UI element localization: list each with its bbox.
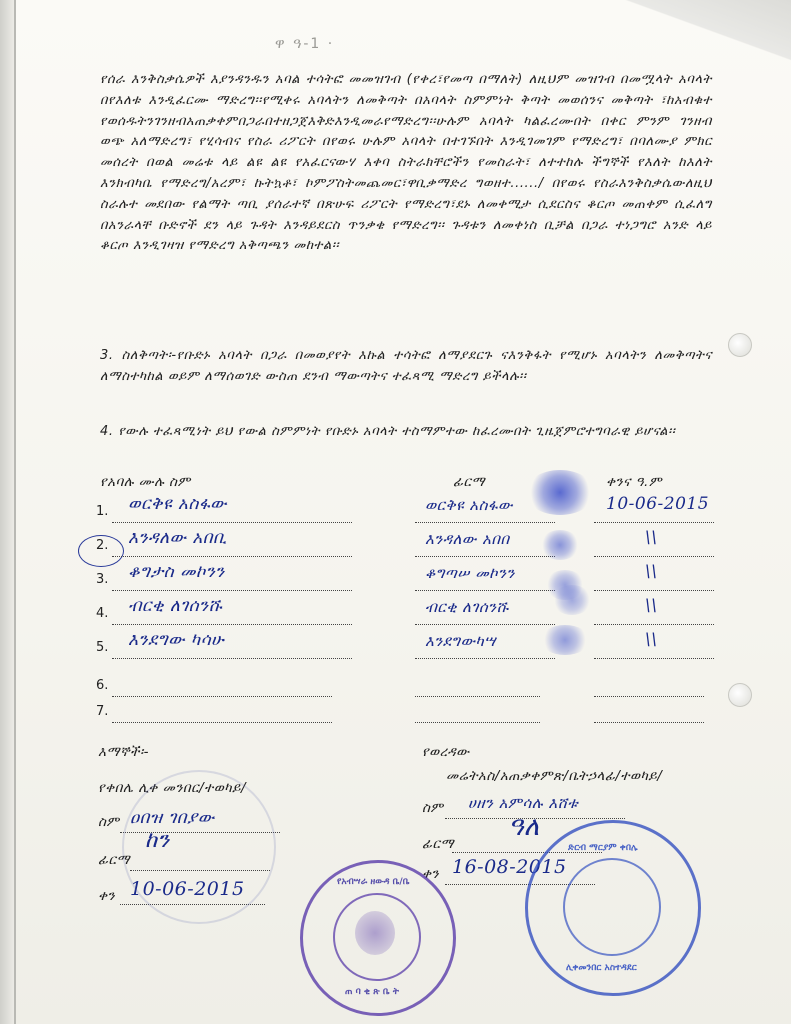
seal-center-text: የአብሣራ ዘውዳ ቤ/ቤ xyxy=(337,877,410,887)
date-line xyxy=(594,624,714,625)
col-header-name: የአባሉ ሙሉ ስም xyxy=(100,474,191,490)
clause-3-paragraph: 3. ስለቅጣት፡-የቡድኑ አባላት በጋራ በመወያየት እኩል ተሳትፎ ለማያደርጉ ናእንቅፋት የሚሆኑ አባላትን ለመቅጣትና ለማስተካከል ወይም ለማሰወገድ ውስጠ ደንብ ማውጣትና ተፈጻሚ ማድረግ ይችላሉ፡፡ xyxy=(100,348,712,384)
member-date-handwriting: \\ xyxy=(645,528,658,548)
seal-right-bottom-text: ሊቀመንበር አስተዳደር xyxy=(566,963,637,973)
seal-right-text: ድርብ ማርያም ቀበሌ xyxy=(568,843,638,853)
row-number: 5. xyxy=(96,640,109,655)
folded-corner xyxy=(621,0,791,70)
member-date-handwriting: 10-06-2015 xyxy=(606,494,710,514)
seal-center-bottom-text: ጠ ባ ቂ ጽ ቤ ት xyxy=(345,987,399,997)
signature-line xyxy=(415,722,540,723)
signature-line xyxy=(415,590,555,591)
name-line xyxy=(112,658,352,659)
member-name-handwriting: ወርቅዩ አስፋው xyxy=(128,494,227,514)
name-line xyxy=(112,624,352,625)
punch-hole-top xyxy=(728,333,752,357)
punch-hole-bottom xyxy=(728,683,752,707)
member-date-handwriting: \\ xyxy=(645,562,658,582)
member-date-handwriting: \\ xyxy=(645,630,658,650)
approver-date-handwriting: 16-08-2015 xyxy=(452,856,567,878)
approver-sign-label: ፊርማ xyxy=(422,836,454,852)
member-name-handwriting: ቆግታስ መኮንን xyxy=(128,562,225,582)
row-number: 3. xyxy=(96,572,109,587)
fingerprint-1 xyxy=(525,470,595,515)
signature-line xyxy=(415,624,555,625)
signature-line xyxy=(415,522,555,523)
col-header-signature: ፊርማ xyxy=(453,474,485,490)
page-marker: ዋ ዓ-1 · xyxy=(275,36,335,52)
seal-emblem-icon xyxy=(355,911,395,955)
date-line xyxy=(594,696,704,697)
signature-line xyxy=(415,658,555,659)
approver-signature: ዓለ xyxy=(508,812,540,842)
date-line xyxy=(594,658,714,659)
date-line xyxy=(594,722,704,723)
approver-name-handwriting: ሀዘን አምሳሉ እሸቱ xyxy=(468,794,579,812)
approver-date-label: ቀን xyxy=(422,866,440,882)
member-signature: ቆግጣሠ መኮንን xyxy=(425,564,515,582)
member-name-handwriting: እንደግው ካሳሁ xyxy=(128,630,225,650)
col-header-date: ቀንና ዓ.ም xyxy=(606,474,662,490)
member-signature: እንደግውካሣ xyxy=(425,632,497,650)
signature-line xyxy=(415,696,540,697)
witness-role: የቀበሌ ሊቀ መንበር/ተወካይ/ xyxy=(98,780,246,796)
row-number: 4. xyxy=(96,606,109,621)
member-signature: እንዳለው አበበ xyxy=(425,530,510,548)
fingerprint-5 xyxy=(540,625,590,655)
faint-stamp-left xyxy=(122,770,276,924)
fingerprint-4 xyxy=(552,585,592,615)
row-number: 2. xyxy=(96,538,109,553)
row-number: 6. xyxy=(96,678,109,693)
member-name-handwriting: እንዳለው አበቢ xyxy=(128,528,227,548)
date-line xyxy=(594,522,714,523)
witness-date-handwriting: 10-06-2015 xyxy=(130,878,245,900)
signature-line xyxy=(415,556,555,557)
page-edge-line xyxy=(14,0,16,1024)
name-line xyxy=(112,522,352,523)
row-number: 7. xyxy=(96,704,109,719)
member-date-handwriting: \\ xyxy=(645,596,658,616)
fingerprint-2 xyxy=(540,530,580,560)
approver-name-label: ስም xyxy=(422,800,444,816)
witness-date-label: ቀን xyxy=(98,888,116,904)
approver-role: መሬትአስ/አጠቃቀምጽ/ቤትኃላፊ/ተወካይ/ xyxy=(446,768,663,784)
date-line xyxy=(594,556,714,557)
name-line xyxy=(112,722,332,723)
date-line xyxy=(594,590,714,591)
row-number: 1. xyxy=(96,504,109,519)
member-signature: ብርቂ ለገሰንሹ xyxy=(425,598,509,616)
clause-2-paragraph: የሰራ እንቅስቃሴዎች እያንዳንዱን አባል ተሳትፎ መመዝገብ (የቀረ፣የመጣ በማለት) ለዚህም መዝገብ በመሟላት አባላት በየእለቱ እንዲፈርሙ ማድረግ፡፡የሚቀሩ አባላትን ለመቅጣት በአባላት ስምምነት ቅጣት መወሰንና መቅጣት ፣ከአብቁተ የወሰዱትንገንዘብአጠቃቀምበጋራበተዘጋጀእቅድእንዲመራየማድረግ፡፡ሁሉም አባላት ካልፈረሙበት በቀር ምንም ገንዘብ ወጭ አለማድረግ፣ የሂሳብና የስራ ሪፖርት በየወሩ ሁሉም አባላት በተገኙበት እንዲገመገም የማድረግ፣ በባለሙያ ምክር መሰረት በወል መሬቱ ላይ ልዩ ልዩ የአፈርናውሃ እቀባ ስትራክቸሮችን የመስራት፣ ለተተከሉ ችግኞች የእለት ከእለት እንክብካቤ የማድረግ/አረም፣ ኩትኳቶ፣ ኮምፖስትመጨመር፣ዋቢቃማድረ ግወዘተ....../ በየወሩ የስራእንቅስቃሴውለዚህ ስራሉተ መደበው የልማት ጣቢ ያሰራተኛ በጽሁፍ ሪፖርት የማድረግ፣ደኑ ለመቀሚታ ሲደርስና ቆርጦ መጠቀም ሲፈለግ በአንራላቸ ቡድኖች ደን ላይ ጉዳት እንዳይደርስ ጥንቃቄ የማድረግ፡፡ ጉዳቱን ለመቀነስ ቢቻል በጋራ ተነጋግሮ አንድ ላይ ቆርጦ እንዲገዛዝ የማድረግ አቅጣጫን መከተል፡፡ xyxy=(100,72,712,254)
witnesses-heading: እማኞች፡- xyxy=(98,744,150,760)
name-line xyxy=(112,556,352,557)
page-edge-shadow xyxy=(0,0,14,1024)
witness-name-label: ስም xyxy=(98,814,120,830)
witness-signature: ከን xyxy=(145,828,170,853)
approver-heading: የወረዳው xyxy=(422,744,470,760)
member-signature: ወርቅዩ አስፋው xyxy=(425,496,513,514)
kebele-seal-right xyxy=(525,820,701,996)
witness-name-handwriting: ዐበዝ ገበያው xyxy=(130,808,215,828)
office-seal-center xyxy=(300,860,456,1016)
name-line xyxy=(112,590,352,591)
name-line xyxy=(112,696,332,697)
seal-right-inner-ring xyxy=(563,858,661,956)
member-name-handwriting: ብርቂ ለገሰንሹ xyxy=(128,596,223,616)
witness-sign-label: ፊርማ xyxy=(98,852,130,868)
clause-4-paragraph: 4. የውሉ ተፈጻሚነት ይህ የውል ስምምነት የቡድኑ አባላት ተስማምተው ከፈረሙበት ጊዜጀምሮተግባራዊ ይሆናል፡፡ xyxy=(100,424,676,439)
